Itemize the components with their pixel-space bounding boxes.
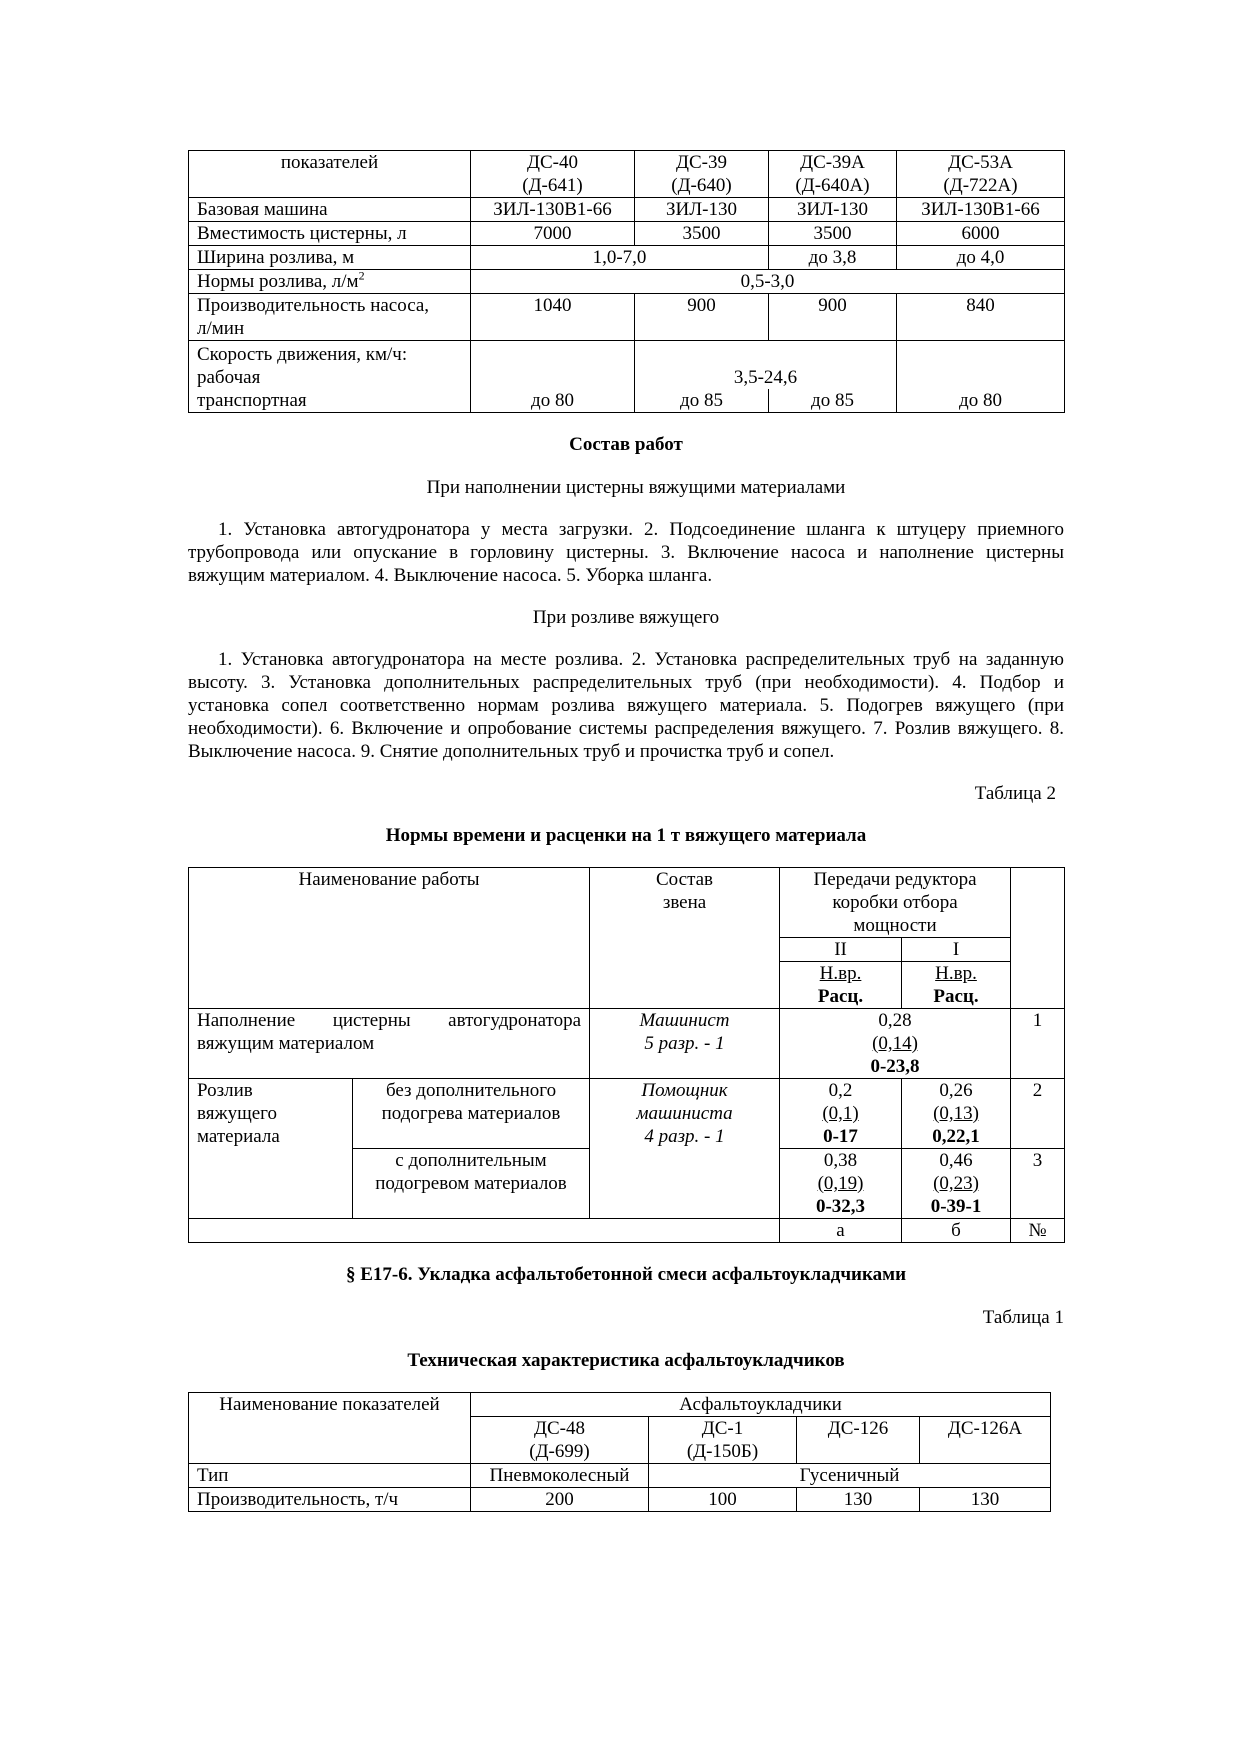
- table-cell: 900: [769, 294, 897, 341]
- table-cell: ЗИЛ-130: [769, 198, 897, 222]
- header-cell: ДС-39А (Д-640А): [769, 151, 897, 198]
- table-row: [189, 1488, 1051, 1512]
- table-title: Техническая характеристика асфальтоукладчиков: [407, 1350, 845, 1371]
- header-cell: ДС-126А: [920, 1417, 1051, 1464]
- table-cell: 0,2 (0,1) 0-17: [780, 1079, 902, 1149]
- distributor-spec-table: [188, 150, 1065, 413]
- table-cell: [189, 1219, 780, 1243]
- work-steps-paragraph: 1. Установка автогудронатора на месте розлива. 2. Установка распределительных труб на заданную высоту. 3. Установка дополнительных распределительных труб (при необходимости). 4. Подбор и установка сопел соответственно нормам розлива вяжущего материала. 5. Подогрев вяжущего (при необходимости). 6. Включение и опробование системы распределения вяжущего. 7. Розлив вяжущего. 8. Выключение насоса. 9. Снятие дополнительных труб и прочистка труб и сопел.: [188, 649, 1064, 762]
- crew-cell: Помощник машиниста 4 разр. - 1: [590, 1079, 780, 1219]
- table-cell: до 85: [768, 389, 896, 412]
- header-cell: Н.вр. Расц.: [902, 962, 1011, 1009]
- header-cell: ДС-40 (Д-641): [471, 151, 635, 198]
- table-cell: 130: [797, 1488, 920, 1512]
- row-number: 1: [1011, 1009, 1065, 1079]
- row-label: Производительность, т/ч: [189, 1488, 471, 1512]
- table-label: Таблица 2: [974, 783, 1056, 804]
- row-label: Производительность насоса, л/мин: [189, 294, 471, 341]
- row-label: Вместимость цистерны, л: [189, 222, 471, 246]
- table-row: [189, 222, 1065, 246]
- column-letter: б: [902, 1219, 1011, 1243]
- header-cell: Передачи редуктора коробки отбора мощности: [780, 868, 1011, 938]
- table-row: [189, 1009, 1065, 1079]
- row-label: Нормы розлива, $л/м^2$: [189, 270, 471, 294]
- table-row: [189, 341, 1065, 413]
- table-row: [189, 246, 1065, 270]
- table-cell: ЗИЛ-130: [635, 198, 769, 222]
- table-cell: 0,28 (0,14) 0-23,8: [780, 1009, 1011, 1079]
- table-cell: [635, 341, 897, 413]
- table-row: [189, 1079, 1065, 1149]
- section-title: Состав работ: [569, 434, 683, 455]
- header-cell: [1011, 868, 1065, 1009]
- header-cell: ДС-126: [797, 1417, 920, 1464]
- table-cell: 0,26 (0,13) 0,22,1: [902, 1079, 1011, 1149]
- table-cell: до 85: [680, 390, 723, 411]
- header-cell: ДС-1 (Д-150Б): [649, 1417, 797, 1464]
- header-cell: показателей: [189, 151, 471, 198]
- table-cell: 0,38 (0,19) 0-32,3: [780, 1149, 902, 1219]
- table-cell: 200: [471, 1488, 649, 1512]
- subsection-title: При розливе вяжущего: [532, 607, 720, 628]
- table-cell: 840: [897, 294, 1065, 341]
- table-row: [189, 1464, 1051, 1488]
- table-label: Таблица 1: [982, 1307, 1064, 1328]
- table-row: [189, 1393, 1051, 1417]
- table-cell: до 4,0: [897, 246, 1065, 270]
- table-cell: 1,0-7,0: [471, 246, 769, 270]
- table-cell: 130: [920, 1488, 1051, 1512]
- header-cell: Наименование работы: [189, 868, 590, 1009]
- table-cell: 900: [635, 294, 769, 341]
- table-cell: 6000: [897, 222, 1065, 246]
- header-cell: ДС-48 (Д-699): [471, 1417, 649, 1464]
- row-label: Ширина розлива, м: [189, 246, 471, 270]
- table-cell: 100: [649, 1488, 797, 1512]
- working-speed: 3,5-24,6: [733, 367, 798, 388]
- row-label: Тип: [189, 1464, 471, 1488]
- header-cell: II: [780, 938, 902, 962]
- time-norms-table: [188, 867, 1065, 1243]
- row-label: без дополнительного подогрева материалов: [353, 1079, 590, 1149]
- table-cell: до 80: [897, 341, 1065, 413]
- table-cell: до 3,8: [769, 246, 897, 270]
- table-cell: 3500: [635, 222, 769, 246]
- row-label: Базовая машина: [189, 198, 471, 222]
- row-label: Наполнение цистерны автогудронатора вяжущим материалом: [189, 1009, 590, 1079]
- table-row: [189, 151, 1065, 198]
- column-number-sign: №: [1011, 1219, 1065, 1243]
- table-cell: до 80: [471, 341, 635, 413]
- table-cell: 0,46 (0,23) 0-39-1: [902, 1149, 1011, 1219]
- table-cell: 1040: [471, 294, 635, 341]
- crew-cell: Машинист 5 разр. - 1: [590, 1009, 780, 1079]
- table-row: [189, 294, 1065, 341]
- table-row: [189, 270, 1065, 294]
- header-cell: ДС-39 (Д-640): [635, 151, 769, 198]
- header-cell: I: [902, 938, 1011, 962]
- table-row: [189, 198, 1065, 222]
- row-number: 3: [1011, 1149, 1065, 1219]
- work-steps-paragraph: 1. Установка автогудронатора у места загрузки. 2. Подсоединение шланга к штуцеру приемного трубопровода или опускание в горловину цистерны. 3. Включение насоса и наполнение цистерны вяжущим материалом. 4. Выключение насоса. 5. Уборка шланга.: [188, 519, 1064, 586]
- table-cell: 3500: [769, 222, 897, 246]
- row-group-label: Розлив вяжущего материала: [189, 1079, 353, 1219]
- subsection-title: При наполнении цистерны вяжущими материалами: [426, 477, 846, 498]
- row-number: 2: [1011, 1079, 1065, 1149]
- row-label: с дополнительным подогревом материалов: [353, 1149, 590, 1219]
- header-cell: Наименование показателей: [189, 1393, 471, 1464]
- table-title: Нормы времени и расценки на 1 т вяжущего материала: [385, 825, 867, 846]
- header-cell: Н.вр. Расц.: [780, 962, 902, 1009]
- table-cell: Гусеничный: [649, 1464, 1051, 1488]
- table-cell: 7000: [471, 222, 635, 246]
- table-cell: ЗИЛ-130В1-66: [897, 198, 1065, 222]
- table-row: [189, 1219, 1065, 1243]
- paver-spec-table: [188, 1392, 1051, 1512]
- document-page: [188, 150, 1064, 1512]
- table-cell: ЗИЛ-130В1-66: [471, 198, 635, 222]
- column-letter: а: [780, 1219, 902, 1243]
- header-cell: Асфальтоукладчики: [471, 1393, 1051, 1417]
- table-cell: Пневмоколесный: [471, 1464, 649, 1488]
- header-cell: ДС-53А (Д-722А): [897, 151, 1065, 198]
- row-label: Скорость движения, км/ч: рабочая транспортная: [189, 341, 471, 413]
- header-cell: Состав звена: [590, 868, 780, 1009]
- table-row: [189, 868, 1065, 938]
- table-cell: 0,5-3,0: [471, 270, 1065, 294]
- section-title: § Е17-6. Укладка асфальтобетонной смеси асфальтоукладчиками: [345, 1264, 907, 1285]
